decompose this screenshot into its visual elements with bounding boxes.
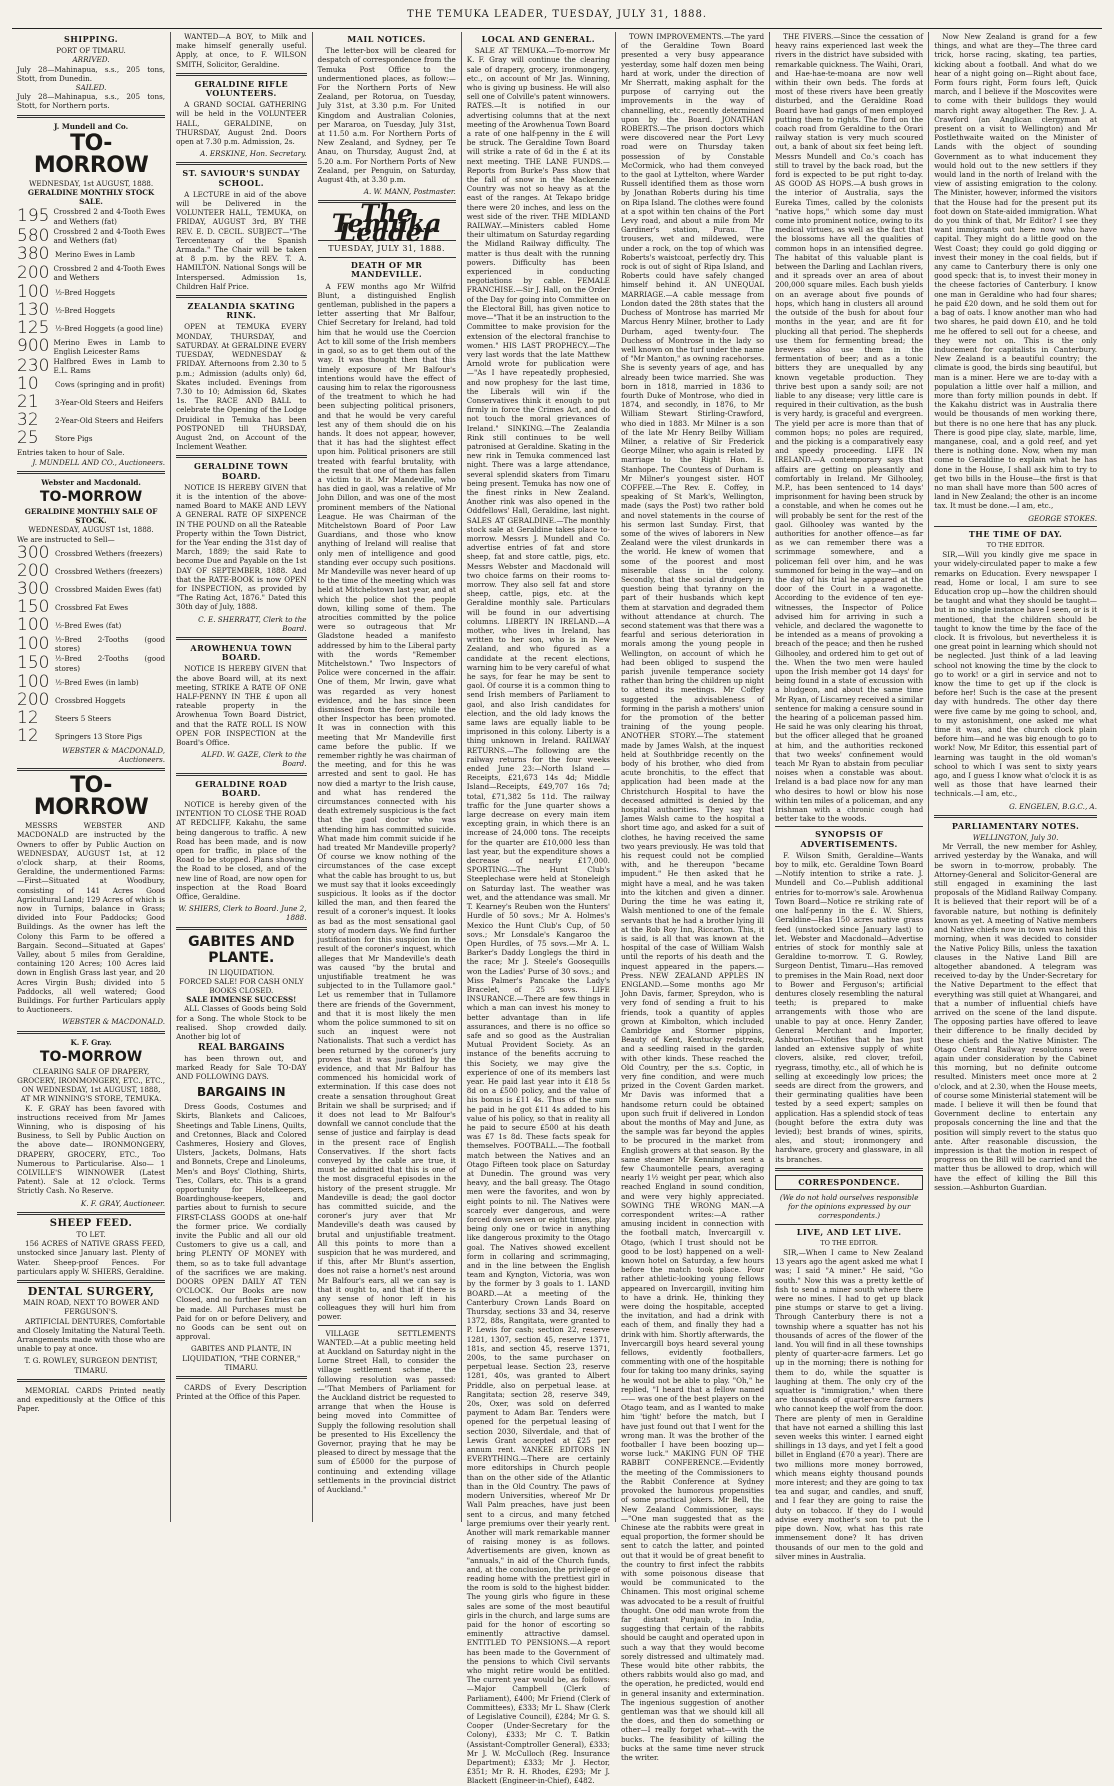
stock-lot bbox=[17, 394, 165, 411]
lot-list-1 bbox=[17, 207, 165, 447]
firm-gray: K. F. Gray. bbox=[70, 1037, 112, 1047]
divider bbox=[17, 471, 165, 474]
editorial-heading: DEATH OF MR MANDEVILLE. bbox=[350, 260, 423, 280]
to-let-heading: TO LET. bbox=[76, 1230, 106, 1240]
correspondence-note: (We do not hold ourselves responsible for the opinions expressed by our correspondents.) bbox=[779, 1192, 919, 1221]
stock-lot-quantity: 300 bbox=[17, 578, 50, 599]
signature-webster-2: WEBSTER & MACDONALD. bbox=[62, 1017, 166, 1027]
skating-rink-heading: ZEALANDIA SKATING RINK. bbox=[187, 301, 296, 321]
stock-lot bbox=[17, 357, 165, 375]
memorial-cards-text: MEMORIAL CARDS Printed neatly and expeditiously at the Office of this Paper. bbox=[17, 1385, 166, 1414]
page-header bbox=[0, 0, 1114, 28]
sheep-feed-text: 156 ACRES of NATIVE GRASS FEED, unstocked since January last. Plenty of Water. Sheep-proof Fences. For particulars apply W. SHIERS, Geraldine. bbox=[17, 1239, 166, 1276]
dental-text: ARTIFICIAL DENTURES, Comfortable and Closely Imitating the Natural Teeth. Arrangements made with those who are unable to pay at once. bbox=[17, 1316, 166, 1354]
divider bbox=[775, 826, 923, 827]
column-5 bbox=[616, 32, 770, 1762]
letter-text-live-continued: Now New Zealand is grand for a few things, and what are they—The three card trick, horse racing, skating, tea parties, kicking about a football. And what do we hear of a night going on—Right about face, Form fours right, Form fours left, Quick march, and I believe if the Moscovites were to come with their bulldogs they would march right away altogether. The Rev. J. A. Crawford (an Anglican clergyman at present on a visit to Wellington) and Mr Postlethwaite waited on the Minister of Lands with the object of sounding Government as to what inducement they would hold out to the new settlers if they would land in the north of Ireland with the view of assisting emigration to the colony. The Minister, however, informed the visitors that the House had for the present put its foot down on State-aided immigration. What do you think of that, Mr Editor? I see they want immigrants out here now who have capital. They might do a little good on the West Coast; they could go gold digging or invest their money in the coal fields, but if any came to Canterbury there is only one good speck: that is, to invest their money in the cheese factories of Canterbury. I know one man in Geraldine who had four shares; he paid £20 down, and he sold them out for a bag of oats. I know another man who had two shares, he paid down £10, and he told me he offered to sell out for a cheese, and they were not on. This is the only inducement for capitalists in Canterbury. New Zealand is a beautiful country; the climate is good, the birds sing beautiful, but man is a miner. Here we are to-day with a population a little over half a million, and more than forty million pounds in debt. If the Kakahu district was in Australia there would be thousands of men working there, but there is no one here that has any pluck. There is good pipe clay, slate, marble, lime, manganese, coal, and a gold reef, and yet there is nothing done. Now, when my man come to Geraldine to explain what he has done in the House, I shall ask him to try to get two bills in the House—the first is that no man shall have more than 500 acres of land in New Zealand; the other is an income tax. It must be done.—I am, etc., bbox=[934, 32, 1097, 511]
divider bbox=[318, 1325, 456, 1326]
gabites-immense: SALE IMMENSE SUCCESS! bbox=[186, 995, 297, 1005]
editorial-text: A FEW months ago Mr Wilfrid Blunt, a distinguished English gentleman, published in the papers a letter asserting that Mr Balfour, Chief Secretary for Ireland, had told him that he would use the Coercion Act to kill some of the Irish members in gaol, so as to get them out of the way. It was thought then that this timely exposure of Mr Balfour's intentions would have the effect of causing him to relax the rigorousness of the treatment to which he had been subjecting political prisoners, and that he would be very careful lest any of them should die on his hands. It does not appear, however, that it has had the slightest effect upon him. Political prisoners are still treated with fearful brutality, with the result that one of them has fallen a victim to it. Mr Mandeville, who has died in gaol, was a relative of Mr John Dillon, and was one of the most prominent members of the National League. He was Chairman of the Mitchelstown Board of Poor Law Guardians, and those who know anything of Ireland will realise that only men of intelligence and good standing ever occupy such positions. Mr Mandeville was never heard of up to the time of the meeting which was held at Mitchelstown last year, and at which the police shot the people down, killing some of them. The atrocities committed by the police were so outrageous that Mr Gladstone headed a manifesto addressed by him to the Liberal party with the words "Remember Mitchelstown." Two Inspectors of Police were concerned in the affair. One of them, Mr Irwin, gave what was regarded as very honest evidence, and he has since been dismissed from the force; while the other Inspector has been promoted. It was in connection with this meeting that Mr Mandeville first came before the public. If we remember rightly he was chairman of the meeting, and for this he was arrested and sent to gaol. He has now died a martyr to the Irish cause, and what has rendered the circumstances connected with his death extremely suspicious is the fact that the gaol doctor who was attending him has committed suicide. What made him commit suicide if he had treated Mr Mandeville properly? Of course we know nothing of the circumstances of the case except what the cable has brought to us, but we must say that it looks exceedingly suspicious. It looks as if the doctor killed the man, and then feared the result of a coroner's inquest. It looks as bad as the most sensational gaol story of modern days. We find further justification for this suspicion in the result of the coroner's inquest, which alleges that Mr Mandeville's death was caused "by the brutal and unjustifiable treatment he was subjected to in the Tullamore gaol." Let us remember that in Tullamore there are friends of the Government, and that it is most likely the men whom the police summoned to sit on such an inquest were not Nationalists. That such a verdict has been returned by the coroner's jury proves that it was justified by the evidence, and that Mr Balfour has commenced his homicidal work of extermination. If this case does not create a sensation throughout Great Britain we shall be surprised; and if it does not lead to Mr Balfour's downfall we cannot conclude that the sense of justice and fairplay is dead in the present race of English Conservatives. If the short facts conveyed by the cable are true, it must be admitted that this is one of the most disgraceful episodes in the history of the present struggle. Mr Mandeville is dead; the gaol doctor has committed suicide, and the coroner's jury aver that Mr Mandeville's death was caused by brutal and unjustifiable treatment. All this points to more than a suspicion that he was murdered, and if this, after Mr Blunt's assertion, does not raise a hornet's nest around Mr Balfour's ears, all we can say is that it ought to, and that if there is any sense of honor left in his colleagues they will hurl him from power. bbox=[317, 281, 456, 1322]
letter-heading-live: LIVE, AND LET LIVE. bbox=[796, 1226, 902, 1237]
stock-lot-quantity: 100 bbox=[17, 671, 50, 692]
mail-notices-signature: A. W. MANN, Postmaster. bbox=[363, 187, 456, 197]
geraldine-town-board-signature: C. E. SHERRATT, Clerk to the Board. bbox=[198, 614, 307, 633]
stock-lot bbox=[17, 264, 165, 282]
stock-lot-description: ½-Bred 2-Tooths (good stores) bbox=[54, 654, 166, 673]
stock-lot-description: ½-Bred Hoggets (a good line) bbox=[55, 323, 163, 333]
divider bbox=[17, 1031, 165, 1034]
dental-heading: DENTAL SURGERY, bbox=[27, 1285, 155, 1299]
gabites-text: ALL Classes of Goods being Sold for a Song. The whole Stock to be realised. Shop crowded daily. Another big lot of bbox=[176, 1004, 307, 1042]
stock-lot-description: 3-Year-Old Steers and Heifers bbox=[55, 398, 164, 408]
divider bbox=[176, 73, 306, 76]
sunday-school-heading: ST. SAVIOUR'S SUNDAY SCHOOL. bbox=[182, 168, 301, 188]
stock-lot bbox=[17, 227, 165, 245]
rifle-volunteers-signature: A. ERSKINE, Hon. Secretary. bbox=[200, 149, 307, 159]
stock-lot-description: ½-Bred Ewes (in lamb) bbox=[55, 677, 139, 687]
stock-lot bbox=[17, 412, 165, 429]
divider bbox=[176, 295, 306, 298]
sunday-school-text: A LECTURE in aid of the above will be Delivered in the VOLUNTEER HALL, TEMUKA, on FRIDAY, AUGUST 3rd, BY THE REV. E. D. CECIL. SUBJECT—"The Tercentenary of the Spanish Armada." The Chair will be taken at 8 p.m. by the REV. T. A. HAMILTON. National Songs will be Interspersed. Admission 1s, Children Half Price. bbox=[176, 189, 307, 291]
sale-date-2: WEDNESDAY, AUGUST 1st, 1888. bbox=[28, 525, 154, 535]
column-6 bbox=[770, 32, 929, 1561]
stock-lot-description: Crossbred Hoggets bbox=[55, 695, 126, 705]
arowhenua-board-heading: AROWHENUA TOWN BOARD. bbox=[190, 642, 293, 663]
stock-lot-quantity: 100 bbox=[17, 281, 50, 302]
stock-lot-description: Springers 13 Store Pigs bbox=[55, 731, 143, 741]
wanted-ad: WANTED—A BOY, to Milk and make himself generally useful. Apply, at once, to F. WILSON SMITH, Solicitor, Geraldine. bbox=[176, 32, 307, 69]
shipping-heading: SHIPPING. bbox=[64, 34, 119, 44]
stock-lot-description: Cows (springing and in profit) bbox=[55, 380, 165, 390]
sailed-text: July 28—Mahinapua, s.s., 205 tons, Stott, for Northern ports. bbox=[17, 92, 166, 111]
cards-ad: CARDS of Every Description Printed at the Office of this Paper. bbox=[176, 1383, 307, 1402]
stock-lot bbox=[17, 246, 165, 263]
village-settlements-text: VILLAGE SETTLEMENTS WANTED.—At a public meeting held at Auckland on Saturday night in the Lorne Street Hall, to consider the village settlement scheme, the following resolution was passed:—"That Members of Parliament for the Auckland district be requested to arrange that when the House is being moved into Committee of Supply the following resolution shall be presented to His Excellency the Governor, praying that he may be pleased to direct by message that the sum of £5000 for the purpose of continuing and extending village settlements in the provincial district of Auckland." bbox=[317, 1328, 456, 1495]
parliamentary-text: Mr Verrall, the new member for Ashley, arrived yesterday by the Wanaka, and will be sworn in to-morrow, probably. The Attorney-General and Solicitor-General are still engaged in examining the last proposals of the Midland Railway Company. It is believed that their report will be of a favorable nature, but nothing is definitely known as yet. A meeting of Native members and Native chiefs now in town was held this morning, when it was decided to consider the Native Policy Bills, unless the taxation clauses in the Native Land Bill are altogether abandoned. A telegram was received to-day by the Under-Secretary for the Native Department to the effect that everything was still quiet at Whangarei, and that a number of influential chiefs have arrived on the scene of the land dispute. The opposing parties have offered to leave their difference to be finally decided by these chiefs and the Native Minister. The Otago Central Railway resolutions were again under consideration by the Cabinet this morning, but no definite outcome resulted. Ministers meet once more at 2 o'clock, and at 2.30, when the House meets, of course some Ministerial statement will be made. I believe it will then be found that Government decline to entertain any proposals concerning the line and that the position will simply revert to the status quo ante. After reasonable discussion, the impression is that the motion in respect of progress on the Bill will be carried and the matter thus be allowed to drop, which will have the effect of killing the Bill this session.—Ashburton Guardian. bbox=[934, 842, 1097, 1192]
stock-lot-description: Crossbred Wethers (freezers) bbox=[55, 566, 163, 576]
stock-lot-quantity: 300 bbox=[17, 542, 50, 563]
stock-lot-quantity: 125 bbox=[17, 317, 50, 338]
to-the-editor-2: TO THE EDITOR. bbox=[986, 540, 1045, 549]
signature-webster: WEBSTER & MACDONALD, Auctioneers. bbox=[62, 745, 166, 764]
stock-lot-description: Halfbred Ewes in Lamb to E.L. Rams bbox=[53, 357, 166, 376]
stock-lot bbox=[17, 430, 165, 447]
issue-date: TUESDAY, JULY 31, 1888. bbox=[328, 244, 446, 254]
stock-lot-description: Merino Ewes in Lamb bbox=[55, 250, 135, 260]
stock-lot bbox=[17, 689, 165, 710]
stock-lot-description: Crossbred Maiden Ewes (fat) bbox=[55, 584, 162, 594]
stock-lot-quantity: 12 bbox=[17, 725, 39, 746]
letter-signature-stokes: GEORGE STOKES. bbox=[1028, 513, 1097, 523]
stock-lot bbox=[17, 207, 165, 225]
parliamentary-heading: PARLIAMENTARY NOTES. bbox=[951, 820, 1080, 831]
letter-heading-time: THE TIME OF DAY. bbox=[968, 528, 1063, 539]
divider bbox=[17, 1280, 165, 1283]
stock-lot bbox=[17, 376, 165, 393]
skating-rink-text: OPEN at TEMUKA EVERY MONDAY, THURSDAY, and SATURDAY. At GERALDINE EVERY TUESDAY, WEDNESDAY & FRIDAY. Afternoons from 2.30 to 5 p.m.; Admission (adults only) 6d, Skates included. Evenings from 7.30 to 10; Admission 6d, Skates 1s. The RACE AND BALL to celebrate the Opening of the Lodge Druidical in Temuka has been POSTPONED till THURSDAY, August 2nd, on Account of the Inclement Weather. bbox=[176, 322, 307, 452]
tomorrow-heading-4: TO-MORROW bbox=[39, 1048, 143, 1065]
parliamentary-dateline: WELLINGTON, July 30. bbox=[972, 833, 1059, 843]
sale-date-4: ON WEDNESDAY, 1st AUGUST, 1888, AT MR WINNING'S STORE, TEMUKA. bbox=[20, 1085, 162, 1104]
road-board-signature: W. SHIERS, Clerk to Board. June 2, 1888. bbox=[178, 904, 307, 923]
stock-lot-description: Crossbred Wethers (freezers) bbox=[55, 548, 163, 558]
stock-lot bbox=[17, 299, 165, 320]
stock-lot-quantity: 130 bbox=[17, 299, 50, 320]
stock-lot-quantity: 150 bbox=[17, 653, 50, 673]
dental-subheading: MAIN ROAD, NEXT TO BOWER AND FERGUSON'S. bbox=[22, 1298, 160, 1317]
port-heading: PORT OF TIMARU. bbox=[56, 46, 126, 56]
gabites-real-bargains: REAL BARGAINS bbox=[198, 1043, 285, 1054]
stock-lot bbox=[17, 596, 165, 617]
sheep-feed-heading: SHEEP FEED. bbox=[49, 1217, 133, 1229]
stock-lot bbox=[17, 317, 165, 338]
sale-date-1: WEDNESDAY, 1st AUGUST, 1888. bbox=[28, 178, 154, 188]
stock-lot-quantity: 100 bbox=[17, 614, 50, 635]
divider bbox=[176, 927, 306, 930]
divider bbox=[17, 1212, 165, 1215]
divider bbox=[17, 1379, 165, 1382]
instructed-note: We are instructed to Sell— bbox=[17, 534, 115, 544]
letter-signature-engelen: G. ENGELEN, B.G.C., A. bbox=[1009, 801, 1097, 811]
stock-lot-quantity: 10 bbox=[17, 374, 39, 395]
stock-lot bbox=[17, 542, 165, 563]
synopsis-text: F. Wilson Smith, Geraldine—Wants boy to milk, etc. Geraldine Town Board—Notify intention to strike a rate. J. Mundell and Co.—Publish additional entries for to-morrow's sale. Arowhenua Town Board—Notice re striking rate of one half-penny in the £. W. Shiers, Geraldine—Has 150 acres native grass feed (unstocked since January last) to let. Webster and Macdonald—Advertise entries of stock for monthly sale at Geraldine to-morrow. T. G. Rowley, Surgeon Dentist, Timaru—Has removed to premises in the Main Road, next door to Bower and Ferguson's; artificial dentures closely resembling the natural teeth; is prepared to make arrangements with those who are unable to pay at once. Henry Zander, General Merchant and Importer, Ashburton—Notifies that he has just landed an extensive supply of white clovers, alsike, red clover, trefoil, ryegrass, timothy, etc., all of which he is selling at exceedingly low prices; the seeds are direct from the growers, and their germinating qualities have been tested by a seed expert; samples on application. Has a splendid stock of teas (bought before the extra duty was levied); best brands of wines, spirits, ales, and stout; ironmongery and hardware, grocery and glassware, in all its branches. bbox=[775, 850, 924, 1164]
sale-title-1: GERALDINE MONTHLY STOCK SALE. bbox=[27, 188, 155, 207]
divider bbox=[176, 637, 306, 640]
to-the-editor: TO THE EDITOR. bbox=[820, 1238, 878, 1247]
stock-lot-quantity: 100 bbox=[17, 633, 50, 654]
stock-lot-description: ½-Bred Hoggets bbox=[55, 287, 115, 297]
stock-lot bbox=[17, 338, 165, 356]
stock-lot-description: Crossbred 2 and 4-Tooth Ewes and Wethers (fat) bbox=[53, 207, 166, 226]
page-header-title: THE TEMUKA LEADER, TUESDAY, JULY 31, 1888. bbox=[406, 8, 708, 20]
stock-lot-quantity: 380 bbox=[17, 244, 50, 265]
gabites-text-3: Dress Goods, Costumes and Skirts, Blankets and Calicoes, Sheetings and Table Linens, Quilts, and Cretonnes, Black and Colored Cashmeres, Hosiery and Gloves, Ulsters, Jackets, Dolmans, Hats and Bonnets, Crepe and Linoleums, Men's and Boys' Clothing, Shirts, Ties, Collars, etc. This is a grand opportunity for Hotelkeepers, Boardinghouse-keepers, and parties about to furnish to secure FIRST-CLASS GOODS at one-half the former price. We cordially invite the Public and all our old Customers to give us a call, and bring PLENTY OF MONEY with them, so as to take full advantage of the sacrifices we are making. DOORS OPEN DAILY AT TEN O'CLOCK. Our Books are now Closed, and no further Entries can be made. All Purchases must be Paid for on or before Delivery, and no Goods can be sent out on approval. bbox=[176, 1102, 307, 1342]
tomorrow-heading-1: TO-MORROW bbox=[33, 130, 149, 178]
divider bbox=[775, 1168, 923, 1171]
stock-lot-description: 2-Year-Old Steers and Heifers bbox=[55, 416, 164, 426]
stock-lot bbox=[17, 671, 165, 692]
arrived-heading: ARRIVED. bbox=[72, 55, 110, 65]
letter-text-live: SIR,—When I came to New Zealand 13 years ago the agent asked me what I was; I said "A miner." He said, "Go south." Now this was a pretty kettle of fish to send a miner south where there were no mines. I had to get up black pine stumps or starve to get a living. Through Canterbury there is not a township where a squatter has not his thousands of acres of the flower of the land. You will find in all these townships plenty of quarter-acre farmers. Let go up in the morning; there is nothing for them to do, while the squatter is laughing at them. The only cry of the squatter is "immigration," when there are thousands of quarter-acre farmers who cannot keep the wolf from the door. There are plenty of men in Geraldine that have not earned a shilling this last seven weeks this winter. I earned eight shillings in 13 days, and yet I felt a good billet in England (£70 a year). There are two millions more money borrowed, which means eighty thousand pounds more interest; and they are going to tax tea and sugar, and candles, and snuff, and I fear they are going to raise the duty on tobacco. If they do I would advise every mother's son to put the pipe down. Now, what has this rate immensement done? It has driven thousands of our men to the gold and silver mines in Australia. bbox=[775, 1248, 924, 1561]
divider bbox=[176, 1376, 306, 1379]
stock-lot bbox=[17, 635, 165, 653]
mail-notices-heading: MAIL NOTICES. bbox=[347, 34, 426, 44]
rifle-volunteers-text: A GRAND SOCIAL GATHERING will be held in the VOLUNTEER HALL, GERALDINE, on THURSDAY, August 2nd. Doors open at 7.30 p.m. Admission, 2s. bbox=[176, 100, 307, 147]
synopsis-heading: SYNOPSIS OF ADVERTISEMENTS. bbox=[800, 829, 898, 849]
road-board-heading: GERALDINE ROAD BOARD. bbox=[195, 778, 288, 798]
column-1 bbox=[12, 32, 171, 1522]
stock-lot-description: Crossbred 2 and 4-Tooth Ewes and Wethers bbox=[53, 264, 166, 283]
tomorrow-heading-2: TO-MORROW bbox=[39, 489, 143, 506]
stock-lot bbox=[17, 725, 165, 746]
stock-lot-description: Store Pigs bbox=[55, 434, 93, 444]
stock-lot bbox=[17, 707, 165, 728]
divider bbox=[934, 526, 1097, 527]
masthead: The Temuka Leader bbox=[331, 199, 442, 247]
stock-lot-quantity: 580 bbox=[17, 225, 50, 246]
stock-lot-quantity: 150 bbox=[17, 596, 50, 617]
firm-mundell: J. Mundell and Co. bbox=[53, 121, 129, 131]
gabites-forced: FORCED SALE! FOR CASH ONLY BOOKS CLOSED. bbox=[179, 976, 304, 996]
stock-lot-quantity: 25 bbox=[17, 428, 39, 449]
local-general-text: SALE AT TEMUKA.—To-morrow Mr K. F. Gray will continue the clearing sale of drapery, grocery, ironmongery, etc., on account of Mr Jas. Winning, who is giving up business. He will also sell one of Colville's patent winnowers. RATES.—It is notified in our advertising columns that at the next meeting of the Arowhenua Town Board a rate of one half-penny in the £ will be struck. The Geraldine Town Board will strike a rate of 6d in the £ at its next meeting. THE LANE FUNDS.—Reports from Burke's Pass show that the fall of snow in the Mackenzie Country was not so heavy as at the east of the ranges. At Tekapo bridge there were 20 inches, and less on the west side of the river. THE MIDLAND RAILWAY.—Ministers cabled Home their ultimatum on Saturday regarding the Midland Railway difficulty. The matter is thus dealt with the running powers. Difficulty has been experienced in conducting negotiations by cable. FEMALE FRANCHISE.—Sir J. Hall, on the Order of the Day for going into Committee on the Electoral Bill, has given notice to move—"That it be an instruction to the Committee to make provision for the extension of the electoral franchise to women." HIS LAST PROPHECY.—The very last words that the late Matthew Arnold wrote for publication were—"As I have repeatedly prophesied, and now prophesy for the last time, the Liberals will win if the Conservatives think it enough to put firmly in force the Crimes Act, and do not touch the moral grievances of Ireland." SINKING.—The Zealandia Rink still continues to be well patronised at Geraldine. Skating in the new rink in Temuka commenced last night. There was a large attendance, several splendid skaters from Timaru being present. Temuka has now one of the finest rinks in New Zealand. Another rink was also opened in the Oddfellows' Hall, Geraldine, last night. SALES AT GERALDINE.—The monthly stock sale at Geraldine takes place to-morrow. Messrs J. Mundell and Co. advertise entries of fat and store sheep, fat and store cattle, pigs, etc. Messrs Webster and Macdonald will two choice farms on their rooms to-morrow. They also sell fat and store sheep, cattle, pigs, etc. at the Geraldine monthly sale. Particulars will be found in our advertising columns. LIBERTY IN IRELAND.—A mother, who lives in Ireland, has written to her son, who is in New Zealand, and who figured as a candidate at the recent elections, warning him to be very careful of what he says, for fear he may be sent to gaol. Of course it is a common thing to send Irish members of Parliament to gaol, and also Irish candidates for election, and the old lady knows the same laws are equally liable to be imprisoned in this colony. Liberty is a thing unknown in Ireland. RAILWAY RETURNS.—The following are the railway returns for the four weeks ended June 23:—North Island — Receipts, £21,673 14s 4d; Middle Island—Receipts, £49,707 16s 7d; total, £71,382 5s 11d. The railway traffic for the June quarter shows a large decrease on every main item excepting grain, in which there is an increase of 24,000 tons. The receipts for the quarter are £10,000 less than last year, but the expenditure shows a decrease of nearly £17,000. SPORTING.—The Hunt Club's Steeplechase were held at Stoneleigh on Saturday last. The weather was wet, and the attendance was small. Mr T. Kearney's Reuben won the Hunters' Hurdle of 50 sovs.; Mr A. Holmes's Mexico the Hunt Club's Cup, of 50 sovs.; Mr Lonsdale's Kangaroo the Open Hurdles, of 75 sovs.—Mr A. L. Barker's Daddy Longlegs the third in the race; Mr J. Steele's Goosequills won the Ladies' Purse of 30 sovs.; and Miss Palmer's Pancake the Lady's Bracelet, of 25 sovs. LIFE INSURANCE.—There are few things in which a man can invest his money to better advantage than in life assurances, and there is no office so safe and so good as the Australian Mutual Provident Society. As an instance of the benefits accruing to this Society, we may give the experience of one of its members last year. He paid last year into it £18 5s 8d on a £500 policy, and the value of his bonus is £11 4s. Thus of the sum he paid in he got £11 4s added to his value of his policy, so that in reality all he paid to secure £500 at his death was £7 1s 8d. These facts speak for themselves. FOOTBALL.—The football match between the Natives and an Otago Fifteen took place on Saturday at Dunedin. The ground was very heavy, and the ball greasy. The Otago men were the favorites, and won by eight points to nil. The Natives were scarcely ever dangerous, and were forced down seven or eight times, play being only one or twice in anything like dangerous proximity to the Otago goal. The Natives showed excellent form in collaring and scrimmaging, and in the line between the English team and Kyngton, Victoria, was won by the former by 3 goals to 1. LAND BOARD.—At a meeting of the Canterbury Crown Lands Board on Thursday, sections 33 and 34, reserve 1372, 88s, Rangitata, were granted to P. Lewis for cash; section 22, reserve 1281, 1307, section 45, reserve 1371, 181s, and section 45, reserve 1371, 200s, to the same purchaser on perpetual lease. Section 23, reserve 1281, 40s, was granted to Albert Priddle, also on perpetual lease. at Rangitata; section 28, reserve 349, 20s, Oxer, was sold on deferred payment to Adam Bar. Tenders were opened for the perpetual leasing of section 2030, Silverdale, and that of Lewis Grant accepted at £25 per annum rent. YANKEE EDITORS IN EVERYTHING.—There are certainly more editorships in Church people than on the other side of the Atlantic than in the Old Country. The paws of modern Universities, whereof Mr Dr Wall Palm preaches, have just been sent to a circus, and many fetched large premiums over their yearly rent. Another will mark remarkable manner of raising money is as follows. Advertisements are given, known as "annuals," in aid of the Church funds, and, at the conclusion, the privilege of reading home with the prettiest girl in the room is sold to the highest bidder. The young girls who figure in these sales are some of the most beautiful girls in the church, and large sums are paid for the honor of escorting so eminently attractive damsel. ENTITLED TO PENSIONS.—A report has been made to the Government of the pensions to which Civil servants who might retire would be entitled. The current year would be, as follows:—Major Campbell (Clerk of Parliament), £400; Mr Friend (Clerk of Committees), £333; Mr L. Shaw (Clerk of Legislative Council), £284; Mr G. S. Cooper (Under-Secretary for the Colony), £333; Mr C. T. Batkin (Assistant-Comptroller General), £333; Mr J. W. McCulloch (Reg. Insurance Department); £333; Mr J. Hector, £351; Mr R. H. Rhodes, £293; Mr J. Blackett (Engineer-in-Chief), £482. bbox=[466, 46, 610, 1786]
stock-lot bbox=[17, 654, 165, 672]
arrived-text: July 28—Mahinapua, s.s., 205 tons, Stott, from Dunedin. bbox=[17, 64, 166, 83]
local-news-continued-2: THE FIVERS.—Since the cessation of heavy rains experienced last week the rivers in the district have subsided with remarkable quickness. The Waihi, Orari, and Hae-hae-te-moana are now well within their own beds. The fords at most of these rivers have been greatly disturbed, and the Geraldine Road Board have had gangs of men employed putting them to rights. The ford on the coach road from Geraldine to the Orari railway station is very much scoured out, a bank of about six feet being left. Messrs Mundell and Co.'s coach has still to travel by the back road, but the ford is expected to be put right to-day. AS GOOD AS HOPS.—A bush grows in the interior of Australia, says the Eureka Times, called by the colonists "native hops," which some day must come into prominent notice, owing to its medical virtues, as well as the fact that the blossoms have all the qualities of common hops in an intensified degree. The habitat of this valuable plant is between the Darling and Lachlan rivers, and it spreads over an area of about 200,000 square miles. Each bush yields on an average about five pounds of hops, which hang in clusters all around the outside of the bush for about four months in the year, and are fit for plucking all that period. The shepherds use them for fermenting bread; the brewers also use them in the fermentation of beer; and as a tonic bitters they are unequalled by any known vegetable production. They thrive best upon a sandy soil; are not liable to any disease; very little care is required in their cultivation, as the bush is very hardy, is graceful and evergreen. The yield per acre is more than that of common hops; no poles are required, and the picking is a comparatively easy and speedy proceeding. LIFE IN IRELAND.—A contemporary says that affairs are getting on pleasantly and comfortably in Ireland. Mr Gilhooley, M.P., has been sentenced to 14 days' imprisonment for having been struck by a constable, and when he comes out he will probably be sent for the rest of the gaol. Gilhooley was wanted by the authorities for another offence—as far as we can remember there was a scrimmage somewhere, and a policeman fell over him, and he was summoned for being in the way—and on the day of his trial he appeared at the door of the Court in a wagonette. According to the evidence of ten eye-witnesses, the Inspector of Police advised him for arriving in such a vehicle, and declared the wagonette to be intended as a means of provoking a breach of the peace; and then he rushed Gilhooley, and ordered him to get out of the. When the two men were hauled upon the Irish member got 14 days' for being found in a state of excussion with a bludgeon, and about the same time Mr Ryan, of Liscarney received a similar sentence for making a censure sound in the hearing of a policeman passed him. He said he was only clearing his throat, but the officer alleged that he groaned at him, and the authorities reckoned that two weeks' confinement would teach Mr Ryan to abstain from peculiar noises when a constable was about. Ireland is a bad place now for any man who desires to howl or blow his nose within ten miles of a policeman, and any Irishman with a chronic cough had better take to the woods. bbox=[775, 32, 924, 824]
stock-lot-description: Crossbred Fat Ewes bbox=[55, 602, 129, 612]
local-general-heading: LOCAL AND GENERAL. bbox=[481, 34, 596, 44]
farm-sale-text: MESSRS WEBSTER AND MACDONALD are instructed by the Owners to offer by Public Auction on WEDNESDAY, AUGUST 1st, at 12 o'clock sharp, at their Rooms, Geraldine, the undermentioned Farms:—First—Situated at Woodbury, consisting of 141 Acres Good Agricultural Land; 129 Acres of which is now in Turnips, balance in Grass; divided into Four Paddocks; Good Buildings. As the owner has left the Colony this Farm to be offered a Bargain. Second—Situated at Gapes' Valley, about 5 miles from Geraldine, containing 120 Acres; 100 Acres laid down in English Grass last year, and 20 Acres Virgin Bush; divided into 5 Paddocks, all well watered; Good Buildings. For further Particulars apply to Auctioneers. bbox=[17, 821, 166, 1015]
divider bbox=[17, 115, 165, 118]
divider bbox=[176, 773, 306, 776]
divider bbox=[176, 162, 306, 165]
stock-lot-description: ½-Bred 2-Tooths (good stores) bbox=[54, 634, 166, 654]
local-news-continued: TOWN IMPROVEMENTS.—The yard of the Geraldine Town Board presented a very busy appearance yesterday, some half dozen men being hard at work, under the direction of Mr Sherratt, making asphalt for the purpose of carrying out the improvements in the way of channelling, etc., recently determined upon by the Board. JONATHAN ROBERTS.—The prison doctors which were discovered near the Port Levy road were on Thursday taken possession of by Constable McCormick, who had them conveyed to the gaol at Lyttelton, where Warder Russell identified them as those worn by Jonathan Roberts during his time on Ripa Island. The clothes were found at a spot within ten chains of the Port Levy road, and about a mile from Mr Gardiner's station, Purau. The trousers, wet and mildewed, were under a rock, on the top of which was Roberts's waistcoat, perfectly dry. This rock is out of sight of Ripa Island, and Roberts could have safely changed himself behind it. AN UNEQUAL MARRIAGE.—A cable message from London dated the 28th states that the Duchess of Montrose has married Mr Marcus Henry Milner, brother to Lady Durham, aged twenty-four. The Duchess of Montrose in the lady so well known on the turf under the name of "Mr Manton," as owning racehorses. She is seventy years of age, and has already been twice married. She was born in 1818, married in 1836 to fourth Duke of Montrose, who died in 1874, and secondly, in 1876, to Mr William Stewart Stirling-Crawford, who died in 1883. Mr Milner is a son of the late Mr Henry Beilby William Milner, a relative of Sir Frederick George Milner, who again is related by marriage to the Right Hon. E. Stanhope. The Countess of Durham is Mr Milner's youngest sister. HOT COFFEE.—The Rev. E. Coffey, in speaking of St Mark's, Wellington, made (says the Post) two rather bold and novel statements in the course of his sermon last Sunday. First, that some of the wives of laborers in New Zealand were the vilest drunkards in the world. He knew of women that some of the poorest and most miserable class in the colony. Secondly, that the social drudgery in question being that tyranny on the part of their husbands which kept them at starvation and degraded them without attendance at church. The second statement was that there was a fearful and serious deterioration in morals among the young people in Wellington, on account of which he had been obliged to suspend the parish juvenile temperance society rather than bring the children up night to attend its meetings. Mr Coffey suggested the advisableness of forming in the parish a mothers' union for the promotion of the better training of the young people. ANOTHER STORY.—The statement made by James Walsh, at the inquest held at Southbridge recently on the body of his brother, who died from acute bronchitis, to the effect that application had been made at the Christchurch Hospital to have the deceased admitted is denied by the hospital authorities. They say that James Walsh came to the hospital a short time ago, and asked for a suit of clothes, he having received the same two years previously. He was told that his request could not be complied with, and he thereupon "became impudent." He then asked that he might have a meal, and he was taken into the kitchen and given a dinner. During the time he was eating it, Walsh mentioned to one of the female servants that he had a brother lying ill at the Rob Roy Inn, Riccarton. This, it is said, is all that was known at the hospital of the case of William Walsh until the reports of his death and the inquest appeared in the papers.—Press. NEW ZEALAND APPLES IN ENGLAND.—Some months ago Mr John Davis, farmer, Spreydon, who is very fond of sending a fruit to his friends, took a quantity of apples grown at Kimbolton, which included Cambridge and Stormer pippins, Beauty of Kent, Kentucky redstreak, and a seedling raised in the garden with other kinds. These reached the Old Country, per the s.s. Coptic, in very fine condition, and were much prized in the Covent Garden market. Mr Davis was informed that a handsome return could be obtained upon such fruit if delivered in London about the months of May and June, as the sample was far beyond the apples to be procured in the market from English growers at that season. By the same steamer Mr Kennington sent a few Chaumontelle pears, averaging nearly 1½ weight per pear, which also reached England in sound condition, and were very highly appreciated. SOWING THE WRONG MAN.—A correspondent writes:—A rather amusing incident in connection with the football match, Invercargill v. Otago, (which I trust should not be good to be lost) happened on a well-known hotel on Saturday, a few hours before the match took place. Four rather athletic-looking young fellows appeared on Invercargill, inviting him to have a drink. He, thinking they were doing the hospitable, accepted the invitation, and had a drink with each of them, and finally they had a drink with him. Shortly afterwards, the Invercargill boys heard several young fellows, evidently footballers, commenting with one of the hospitable four for taking too many drinks, saying he would not be able to play. "Oh," he replied, "I heard that a fellow named —— was one of the best players on the Otago team, and as I wanted to make him 'tight' before the match, but I have just found out that I went for the wrong man. It was the brother of the footballer I have been boozing up—worse luck." MAKING FUN OF THE RABBIT CONFERENCE.—Evidently the meeting of the Commissioners to the Rabbit Conference at Sydney provoked the humorous propensities of some practical jokers. Mr Bell, the New Zealand Commissioner, says:—"One man suggested that as the Chinese ate the rabbits were great in equal proportion, the former should be sent to catch the latter, and pointed out that it would be of great benefit to the country to first infect the rabbits with some poisonous disease that would be communicated to the Chinamen. This most original scheme was advocated to be a result of fruitful thought. One odd man wrote from the far distant Punjaub, in India, suggesting that certain of the rabbits should be caught and operated upon in such a way that they would become sorely distressed and ultimately mad. These would bite other rabbits, the others rabbits would also go mad, and the operation, he predicted, would end in general insanity and extermination. The ingenious suggestion of another gentleman was that we should kill all the does, and then do something or other—I really forget what—with the bucks. The feasibility of killing the bucks at the same time never struck the writer. bbox=[620, 32, 765, 1762]
signature-gray: K. F. GRAY, Auctioneer. bbox=[80, 1198, 166, 1208]
stock-lot-quantity: 230 bbox=[17, 355, 50, 376]
tomorrow-heading-3: TO-MORROW bbox=[33, 773, 149, 821]
stock-lot bbox=[17, 578, 165, 599]
correspondence-heading: CORRESPONDENCE. bbox=[775, 1175, 923, 1190]
stock-lot-description: Crossbred 2 and 4-Tooth Ewes and Wethers (fat) bbox=[53, 226, 166, 246]
arowhenua-board-text: NOTICE IS HEREBY GIVEN that the above Board will, at its next meeting, STRIKE A RATE OF ONE HALF-PENNY IN THE £ upon all rateable property in the Arowhenua Town Board District, and that the RATE ROLL IS NOW OPEN FOR INSPECTION at the Board's Office. bbox=[176, 664, 307, 748]
signature-mundell: J. MUNDELL AND CO., Auctioneers. bbox=[32, 457, 166, 467]
sale-title-4: CLEARING SALE OF DRAPERY, GROCERY, IRONMONGERY, ETC., ETC., bbox=[17, 1066, 165, 1085]
stock-lot-quantity: 32 bbox=[17, 410, 39, 431]
divider bbox=[775, 1224, 923, 1225]
stock-lot-description: Steers 5 Steers bbox=[55, 713, 112, 723]
arowhenua-board-signature: ALFD. W. GAZE, Clerk to the Board. bbox=[201, 750, 307, 769]
stock-lot-quantity: 200 bbox=[17, 560, 50, 581]
stock-lot-quantity: 12 bbox=[17, 707, 39, 728]
newspaper-columns bbox=[12, 32, 1102, 1786]
stock-lot-quantity: 200 bbox=[17, 689, 50, 710]
firm-webster: Webster and Macdonald. bbox=[41, 477, 141, 487]
divider bbox=[318, 257, 456, 258]
sale-title-2: GERALDINE MONTHLY SALE OF STOCK. bbox=[24, 507, 158, 526]
column-4 bbox=[462, 32, 616, 1786]
geraldine-town-board-heading: GERALDINE TOWN BOARD. bbox=[194, 461, 289, 481]
gabites-bargains-in: BARGAINS IN bbox=[196, 1085, 286, 1100]
stock-lot bbox=[17, 614, 165, 635]
stock-lot bbox=[17, 281, 165, 302]
gabites-subheading: IN LIQUIDATION. bbox=[208, 967, 275, 977]
rifle-volunteers-heading: GERALDINE RIFLE VOLUNTEERS. bbox=[194, 78, 289, 99]
lot-list-2 bbox=[17, 542, 166, 746]
column-7 bbox=[929, 32, 1102, 1522]
stock-lot-description: Merino Ewes in Lamb to English Leicester Rams bbox=[53, 337, 166, 356]
divider bbox=[176, 455, 306, 458]
stock-lot bbox=[17, 560, 165, 581]
divider bbox=[934, 815, 1097, 818]
stock-lot-description: ½-Bred Hoggets bbox=[55, 305, 115, 315]
letter-text-time: SIR,—Will you kindly give me space in your widely-circulated paper to make a few remarks on Education. Every newspaper I read, Home or local, I am sure to see Education crop up—how the children should be taught and what they should be taught—but in no single instance have I seen, or is it mentioned, that the children should be taught to know the time by the face of the clock. It is frivolous, but nevertheless it is one great point in learning which should not be neglected. Just think of a lad leaving school not knowing the time by the clock to go to work! or a girl in service and not to know the time to get up if the clock is before her! Such is the case at the present day with hundreds. The other day there were five came by me going to school, and, to my astonishment, one asked me what time it was, and the church clock plain before him—and he was big enough to go to work! Now, Mr Editor, this essential part of learning was taught in the old woman's school to which I was sent to sixty years ago, and I guess I know what o'clock it is as well as those that have learned their technicals.—I am, etc., bbox=[934, 550, 1097, 799]
stock-lot-description: ½-Bred Ewes (fat) bbox=[55, 620, 122, 630]
gabites-text-2: has been thrown out, and marked Ready for Sale TO-DAY AND FOLLOWING DAYS. bbox=[176, 1053, 307, 1081]
divider bbox=[17, 768, 165, 771]
clearing-sale-text: K. F. GRAY has been favored with instructions received from Mr James Winning, who is disposing of his Business, to Sell by Public Auction on the above date— IRONMONGERY, DRAPERY, GROCERY, ETC., Too Numerous to Particularise. Also— 1 COLVILLE'S WINNOWER (Latest Patent). Sale at 12 o'clock. Terms Strictly Cash. No Reserve. bbox=[17, 1103, 166, 1196]
geraldine-town-board-text: NOTICE IS HEREBY GIVEN that it is the intention of the above-named Board to MAKE AND LEVY A GENERAL RATE OF SIXPENCE IN THE POUND on all the Rateable Property within the Town District, for the Year ending the 31st day of March, 1889; the said Rate to become Due and Payable on the 1st DAY OF SEPTEMBER, 1888. And that the RATE-BOOK is now OPEN for INSPECTION, as provided by "The Rating Act, 1876." Dated this 30th day of July, 1888. bbox=[176, 482, 307, 612]
road-board-text: NOTICE is hereby given of the INTENTION TO CLOSE THE ROAD AT REDCLIFF, Kakahu, the same being dangerous to traffic. A new Road has been made, and is now open for traffic, in place of the Road to be stopped. Plans showing the Road to be closed, and of the new line of Road, are now open for inspection at the Road Board Office, Geraldine. bbox=[176, 800, 307, 902]
stock-lot-quantity: 21 bbox=[17, 392, 39, 413]
column-3 bbox=[313, 32, 462, 1522]
stock-lot-quantity: 195 bbox=[17, 206, 50, 227]
stock-lot-quantity: 200 bbox=[17, 262, 50, 283]
header-rule bbox=[12, 28, 1102, 29]
sailed-heading: SAILED. bbox=[75, 83, 107, 93]
stock-lot-quantity: 900 bbox=[17, 336, 50, 357]
entries-note: Entries taken to hour of Sale. bbox=[17, 448, 125, 458]
column-2 bbox=[171, 32, 312, 1522]
mail-notices-text: The letter-box will be cleared for despatch of correspondence from the Temuka Post Office to the undermentioned places, as follow:— For the Northern Ports of New Zealand, per Rotorua, on Tuesday, July 31st, at 3.30 p.m. For United Kingdom and Australian Colonies, per Mararoa, on Tuesday, July 31st, at 11.50 a.m. For Northern Ports of New Zealand, and Sydney, per Te Anau, on Thursday, August 2nd, at 5.20 a.m. For Northern Ports of New Zealand, per Penguin, on Saturday, August 4th, at 3.30 p.m. bbox=[317, 46, 456, 185]
gabites-heading: GABITES AND PLANTE. bbox=[188, 933, 295, 966]
gabites-signature: GABITES AND PLANTE, IN LIQUIDATION, "THE CORNER," TIMARU. bbox=[182, 1344, 301, 1372]
dental-signature: T. G. ROWLEY, SURGEON DENTIST, TIMARU. bbox=[24, 1356, 158, 1375]
